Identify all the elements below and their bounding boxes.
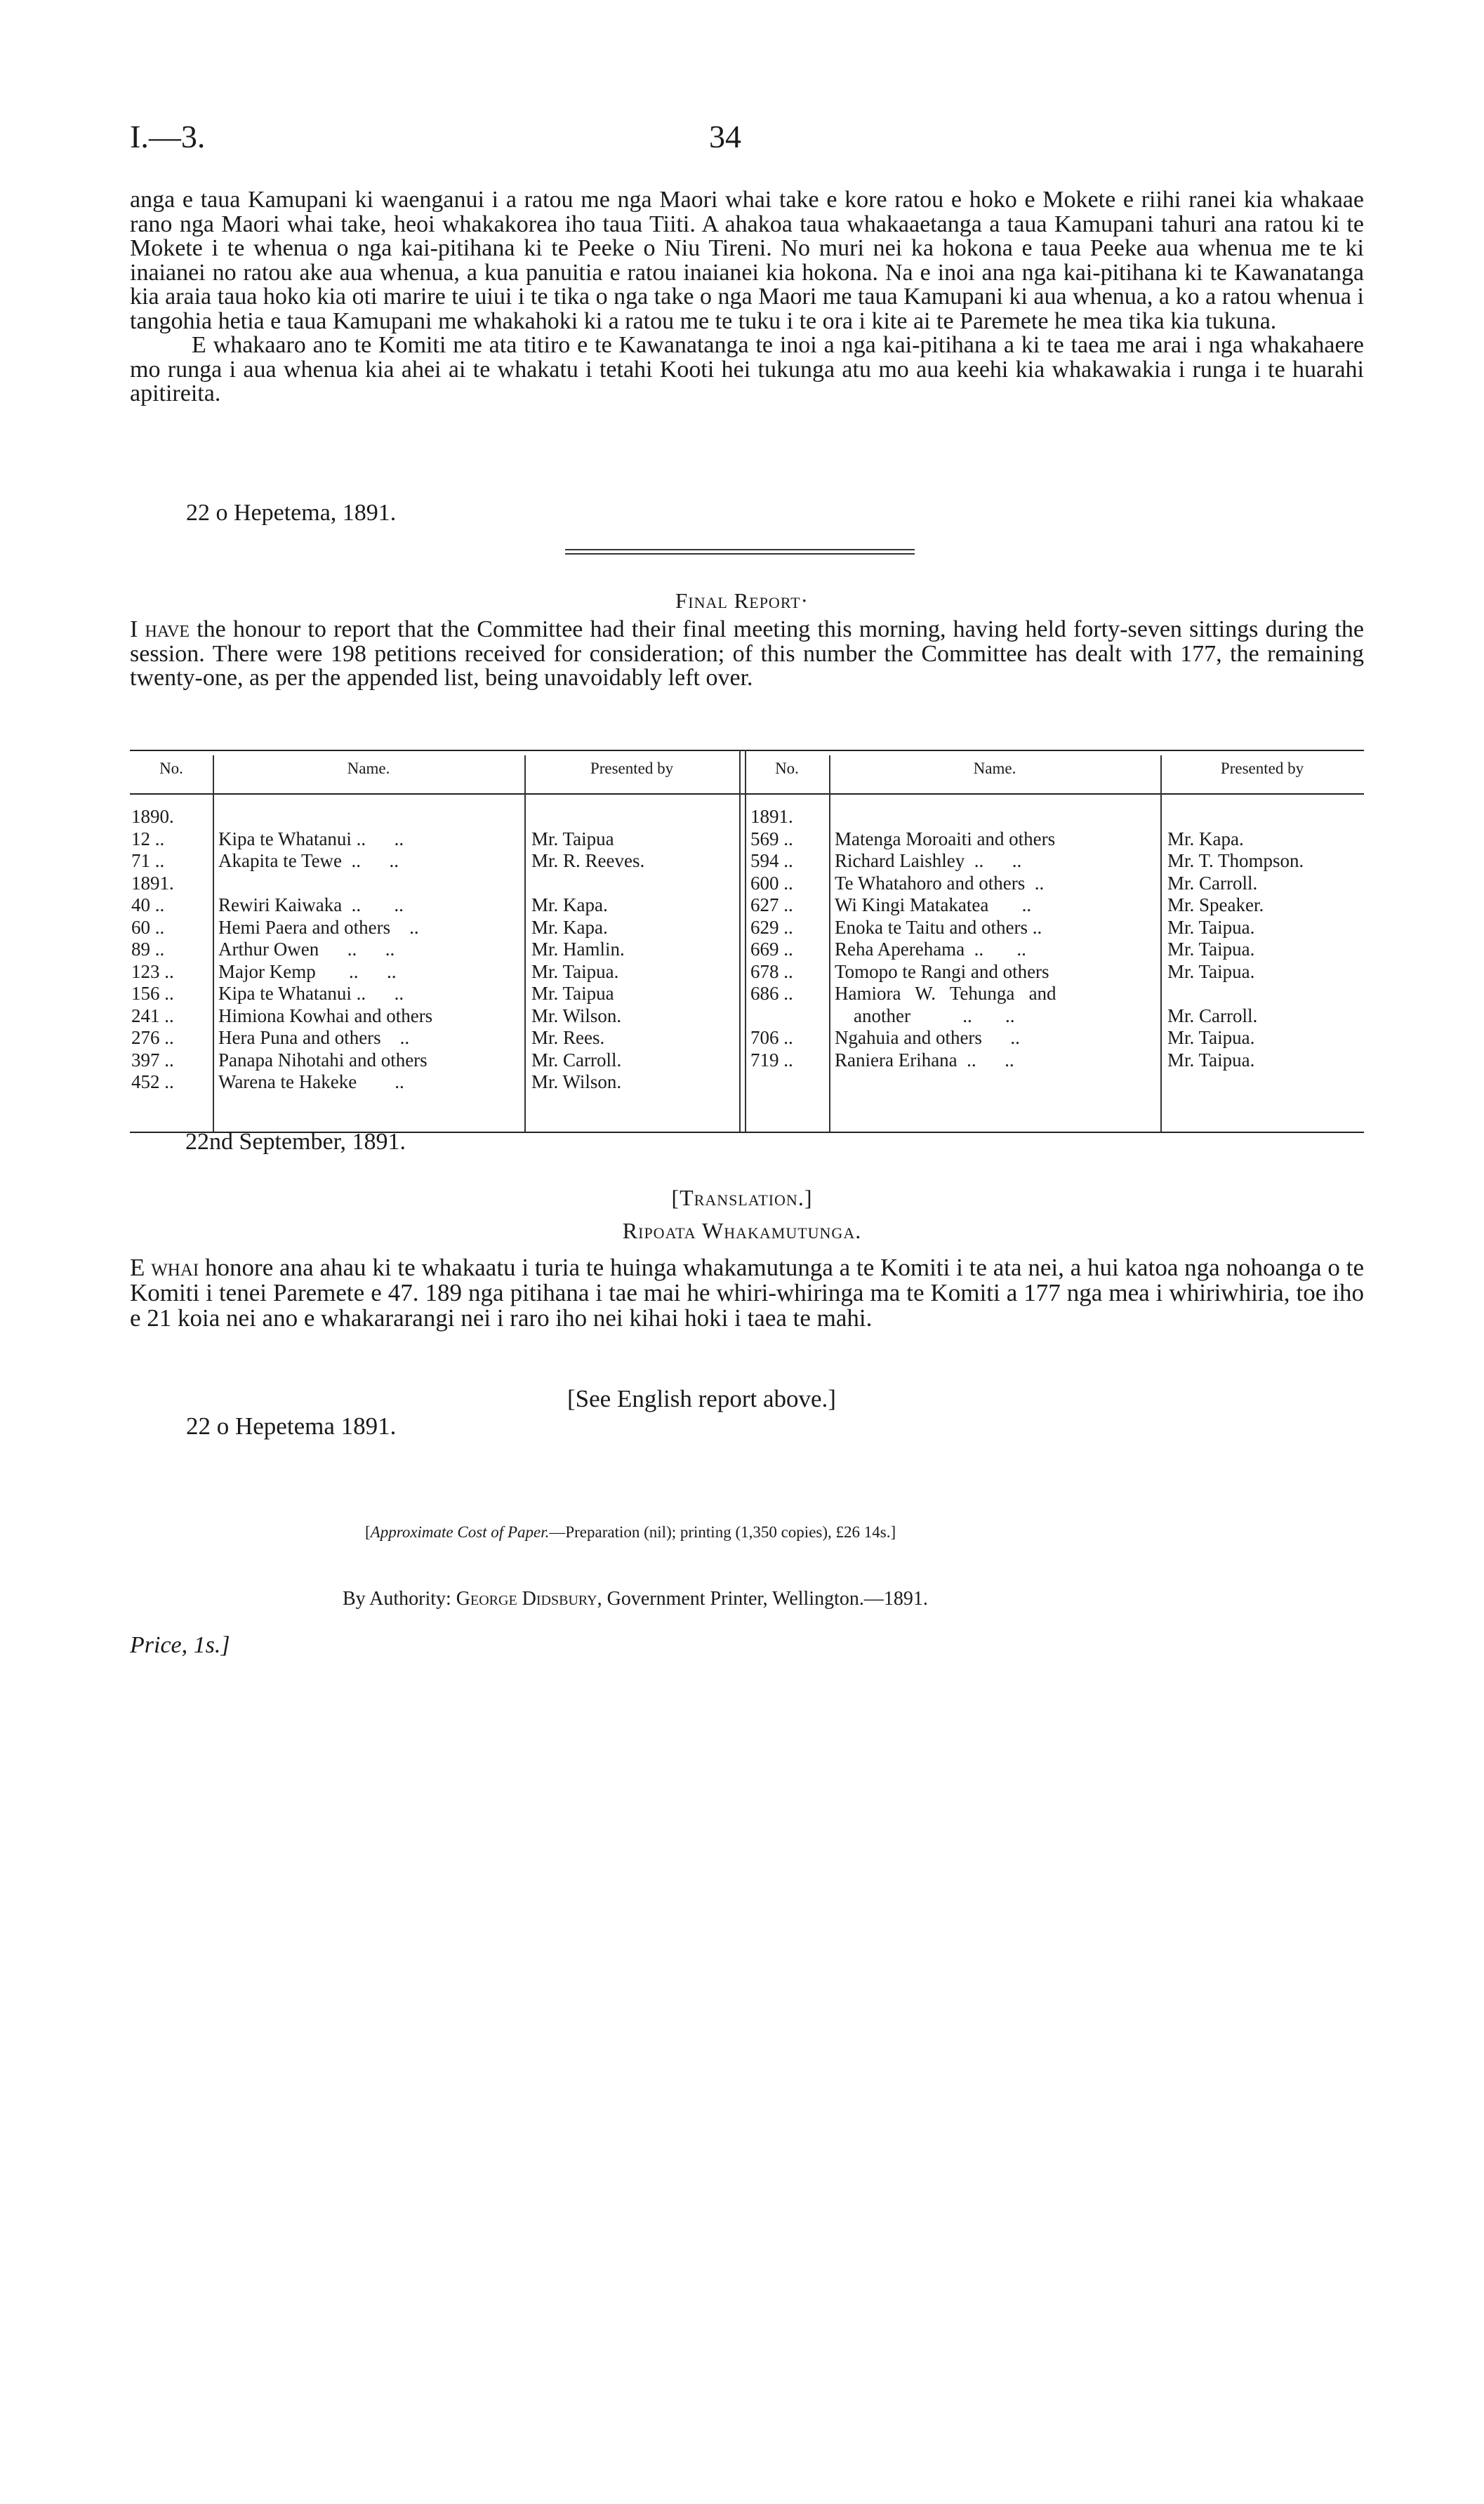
left-by-cell: Mr. Wilson. (531, 1005, 622, 1026)
right-no-cell: 629 .. (750, 916, 793, 938)
right-name-cell: another .. .. (835, 1005, 1015, 1026)
left-by-cell (531, 806, 644, 828)
right-name-cell (835, 806, 1056, 828)
left-name-cell: Hera Puna and others .. (218, 1027, 410, 1048)
table-header-rule (130, 793, 1364, 795)
right-no-cell: 678 .. (750, 960, 793, 982)
left-no-cell: 89 .. (131, 939, 165, 960)
left-by-cell: Mr. Taipua. (531, 960, 619, 982)
petitions-table (130, 750, 1364, 1133)
translation-lead: E whai (130, 1254, 199, 1281)
translation-title: Ripoata Whakamutunga. (622, 1218, 862, 1243)
left-name-cell: Himiona Kowhai and others (218, 1005, 433, 1026)
final-report-lead: I have (130, 616, 190, 642)
maori-paragraph-2: E whakaaro ano te Komiti me ata titiro e te Kawanatanga te inoi a nga kai-pitihana a ki te taea me arai i nga whakahaere mo runga i aua whenua kia ahei ai te whakatu i tetahi Kooti hei tukunga atu mo aua keehi kia whakawakia i runga i te huarahi apitireita. (130, 332, 1364, 406)
right-no-cell: 686 .. (750, 983, 793, 1004)
document-reference: I.—3. (130, 119, 206, 154)
left-name-cell: Kipa te Whatanui .. .. (218, 828, 404, 849)
left-name-cell (218, 873, 432, 895)
left-no-cell: 40 .. (131, 894, 165, 915)
authority-suffix: , Government Printer, Wellington.—1891. (597, 1588, 928, 1610)
right-name-cell: Te Whatahoro and others .. (835, 872, 1045, 894)
right-by-cell: Mr. Carroll. (1167, 1005, 1258, 1026)
left-by-cell (531, 873, 644, 895)
final-report-text: the honour to report that the Committee had their final meeting this morning, having held forty-seven sittings during the session. There were 198 petitions received for consideration; of this number the Committee has dealt with 177, the remaining twenty-one, as per the appended list, being unavoidably left over. (130, 616, 1364, 691)
final-report-title: Final Report· (675, 588, 809, 613)
cost-text: —Preparation (nil); printing (1,350 copies), £26 14s.] (549, 1523, 896, 1541)
left-no-cell: 397 .. (131, 1049, 174, 1071)
left-no-cell: 452 .. (131, 1071, 174, 1092)
right-no-column (750, 806, 793, 1071)
right-by-cell: Mr. Carroll. (1167, 872, 1258, 894)
left-name-column (218, 806, 432, 1094)
header-name-left: Name. (347, 760, 390, 777)
col-divider (213, 755, 214, 1132)
section-divider (565, 549, 915, 555)
header-presented-right: Presented by (1220, 760, 1304, 777)
right-no-cell: 627 .. (750, 894, 793, 915)
table-top-rule (130, 750, 1364, 751)
translation-body (130, 1255, 1364, 1331)
right-no-cell: 669 .. (750, 939, 793, 960)
right-name-cell: Tomopo te Rangi and others (835, 960, 1049, 982)
translation-label: [Translation.] (671, 1185, 813, 1210)
cost-of-paper-note: [Approximate Cost of Paper.—Preparation (nil); printing (1,350 copies), £26 14s.] (365, 1523, 896, 1541)
left-name-cell: Kipa te Whatanui .. .. (218, 983, 404, 1004)
left-by-cell: Mr. Taipua (531, 828, 614, 849)
table-date: 22nd September, 1891. (185, 1129, 406, 1155)
right-by-cell: Mr. Speaker. (1167, 894, 1264, 915)
right-no-cell: 1891. (750, 806, 793, 827)
left-no-cell: 71 .. (131, 850, 165, 871)
final-report-body (130, 618, 1364, 691)
right-no-cell: 594 .. (750, 850, 793, 871)
right-by-cell: Mr. Taipua. (1167, 960, 1255, 982)
authority-prefix: By Authority: (343, 1588, 456, 1610)
right-name-cell: Hamiora W. Tehunga and (835, 983, 1056, 1004)
left-name-cell: Arthur Owen .. .. (218, 939, 395, 960)
left-no-cell: 1890. (131, 806, 174, 827)
header-no-left: No. (159, 760, 183, 777)
left-no-cell: 1891. (131, 872, 174, 894)
page-number: 34 (709, 119, 741, 154)
printer-name: George Didsbury (456, 1588, 597, 1610)
right-by-cell (1167, 983, 1304, 1005)
see-english-note: [See English report above.] (567, 1385, 836, 1412)
right-no-cell: 600 .. (750, 872, 793, 894)
right-name-cell: Matenga Moroaiti and others (835, 828, 1056, 849)
right-no-cell: 706 .. (750, 1027, 793, 1048)
left-by-cell: Mr. R. Reeves. (531, 850, 645, 871)
right-name-column (835, 806, 1056, 1071)
translation-text: honore ana ahau ki te whakaatu i turia te huinga whakamutunga a te Komiti i te ata nei, a hui katoa nga nohoanga o te Komiti i tenei Paremete e 47. 189 nga pitihana i tae mai he whiri-whiringa ma te Komiti a 177 nga mea i whiriwhiria, toe iho e 21 koia nei ano e whakararangi nei i raro iho nei kihai hoki i taea te mahi. (130, 1254, 1364, 1332)
left-no-cell: 60 .. (131, 916, 165, 938)
right-by-cell: Mr. Taipua. (1167, 916, 1255, 938)
right-name-cell: Enoka te Taitu and others .. (835, 916, 1042, 938)
printer-authority (343, 1588, 928, 1610)
left-presented-column (531, 806, 644, 1094)
left-no-cell: 123 .. (131, 960, 174, 982)
right-no-cell: 719 .. (750, 1049, 793, 1071)
right-name-cell: Ngahuia and others .. (835, 1027, 1020, 1048)
right-name-cell: Richard Laishley .. .. (835, 850, 1022, 871)
translation-date: 22 o Hepetema 1891. (186, 1412, 397, 1440)
col-divider (524, 755, 526, 1132)
left-no-cell: 276 .. (131, 1027, 174, 1048)
left-by-cell: Mr. Wilson. (531, 1071, 622, 1092)
left-name-cell: Rewiri Kaiwaka .. .. (218, 894, 404, 915)
left-by-cell: Mr. Kapa. (531, 916, 608, 938)
left-by-cell: Mr. Carroll. (531, 1049, 622, 1071)
col-divider (1160, 755, 1162, 1132)
cost-label: Approximate Cost of Paper. (370, 1523, 550, 1541)
maori-report-date: 22 o Hepetema, 1891. (186, 500, 397, 526)
left-name-cell: Panapa Nihotahi and others (218, 1049, 428, 1071)
left-by-cell: Mr. Hamlin. (531, 939, 625, 960)
left-name-cell (218, 806, 432, 828)
header-no-right: No. (775, 760, 799, 777)
right-no-cell: 569 .. (750, 828, 793, 849)
right-by-cell: Mr. Kapa. (1167, 828, 1244, 849)
left-no-cell: 241 .. (131, 1005, 174, 1026)
col-divider (739, 750, 741, 1132)
maori-paragraph-1: anga e taua Kamupani ki waenganui i a ratou me nga Maori whai take e kore ratou e hoko e Mokete e riihi ranei kia whakaae rano nga Maori whai take, heoi whakakorea iho taua Tiiti. A ahakoa taua whakaaetanga a taua Kamupani tahuri ana ratou ki te Mokete i te whenua o nga kai-pitihana ki te Peeke o Niu Tireni. No muri nei ka hokona e taua Peeke aua whenua me te ki inaianei no ratou ake aua whenua, a kua panuitia e ratou inaianei kia hokona. Na e inoi ana nga kai-pitihana ki te Kawanatanga kia araia taua hoko kia oti marire te uiui i te tika o nga take o nga Maori me taua Kamupani ki aua whenua, a ko a ratou whenua i tangohia hetia e taua Kamupani me whakahoki ki a ratou me te tuku i te ora i kite ai te Paremete he mea tika kia tukuna. (130, 187, 1364, 334)
left-name-cell: Major Kemp .. .. (218, 960, 397, 982)
right-by-cell: Mr. Taipua. (1167, 1027, 1255, 1048)
left-by-cell: Mr. Kapa. (531, 894, 608, 915)
left-by-cell: Mr. Taipua (531, 983, 614, 1004)
right-by-cell: Mr. Taipua. (1167, 939, 1255, 960)
left-no-cell: 12 .. (131, 828, 165, 849)
header-presented-left: Presented by (590, 760, 674, 777)
left-name-cell: Hemi Paera and others .. (218, 916, 419, 938)
right-name-cell: Reha Aperehama .. .. (835, 939, 1026, 960)
price-note: Price, 1s.] (130, 1632, 230, 1658)
right-name-cell: Wi Kingi Matakatea .. (835, 894, 1032, 915)
right-by-cell: Mr. Taipua. (1167, 1049, 1255, 1071)
left-no-cell: 156 .. (131, 983, 174, 1004)
right-name-cell: Raniera Erihana .. .. (835, 1049, 1014, 1071)
maori-report-body (130, 188, 1364, 406)
col-divider (745, 750, 746, 1132)
right-no-cell (750, 1005, 793, 1028)
left-no-column (131, 806, 174, 1094)
col-divider (829, 755, 830, 1132)
left-name-cell: Warena te Hakeke .. (218, 1071, 404, 1092)
left-by-cell: Mr. Rees. (531, 1027, 605, 1048)
header-name-right: Name. (973, 760, 1016, 777)
right-presented-column (1167, 806, 1304, 1071)
right-by-cell: Mr. T. Thompson. (1167, 850, 1304, 871)
left-name-cell: Akapita te Tewe .. .. (218, 850, 399, 871)
right-by-cell (1167, 806, 1304, 828)
